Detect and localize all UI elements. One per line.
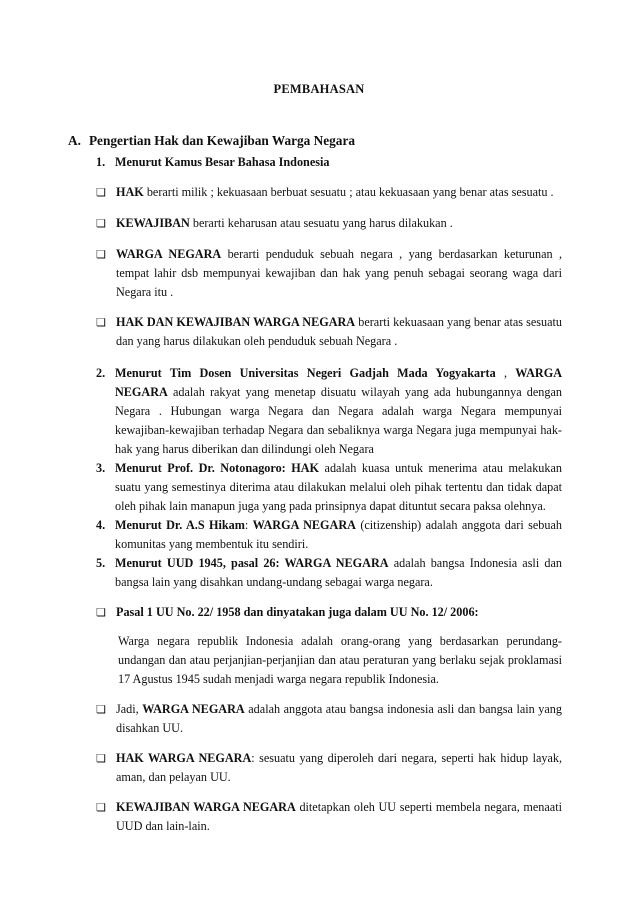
paragraph-pasal: Warga negara republik Indonesia adalah orang-orang yang berdasarkan perundang-undangan dan atau perjanjian-perjanjian dan atau peraturan yang berlaku sejak proklamasi 17 Agustus 1945 sudah menjadi warga negara republik Indonesia. — [118, 634, 562, 686]
checkbox-bullet-icon: ❏ — [96, 249, 106, 261]
bullet-hak-dan-kewajiban: ❏ HAK DAN KEWAJIBAN WARGA NEGARA berarti kekuasaan yang benar atas sesuatu dan yang harus dilakukan oleh penduduk sebuah Negara . — [96, 313, 562, 351]
bullet-kewajiban: ❏ KEWAJIBAN berarti keharusan atau sesuatu yang harus dilakukan . — [96, 214, 562, 234]
bullet-kewajiban-warga-negara: ❏ KEWAJIBAN WARGA NEGARA ditetapkan oleh UU seperti membela negara, menaati UUD dan lain-lain. — [96, 798, 562, 836]
checkbox-bullet-icon: ❏ — [96, 317, 106, 329]
section-title: Pengertian Hak dan Kewajiban Warga Negara — [88, 133, 355, 148]
section-heading — [68, 131, 562, 150]
checkbox-bullet-icon: ❏ — [96, 704, 106, 716]
checkbox-bullet-icon: ❏ — [96, 607, 106, 619]
bullet-warga-negara: ❏ WARGA NEGARA berarti penduduk sebuah negara , yang berdasarkan keturunan , tempat lahir dsb mempunyai kewajiban dan hak yang penuh sebagai seorang waga dari Negara itu . — [96, 245, 562, 302]
checkbox-bullet-icon: ❏ — [96, 218, 106, 230]
checkbox-bullet-icon: ❏ — [96, 753, 106, 765]
checkbox-bullet-icon: ❏ — [96, 802, 106, 814]
bullet-hak-warga-negara: ❏ HAK WARGA NEGARA: sesuatu yang diperoleh dari negara, seperti hak hidup layak, aman, dan pelayan UU. — [96, 749, 562, 787]
numbered-item-3: 3. Menurut Prof. Dr. Notonagoro: HAK adalah kuasa untuk menerima atau melakukan suatu yang semestinya diterima atau dilakukan melalui oleh pihak tertentu dan tidak dapat oleh pihak lain manapun juga yang pada prinsipnya dapat dituntut secara paksa olehnya. — [96, 461, 562, 513]
numbered-item-4: 4. Menurut Dr. A.S Hikam: WARGA NEGARA (citizenship) adalah anggota dari sebuah komunitas yang membentuk itu sendiri. — [96, 518, 562, 551]
section-letter: A. — [68, 133, 81, 148]
numbered-item-1: 1. Menurut Kamus Besar Bahasa Indonesia — [96, 155, 330, 169]
bullet-jadi: ❏ Jadi, WARGA NEGARA adalah anggota atau bangsa indonesia asli dan bangsa lain yang disahkan UU. — [96, 700, 562, 738]
numbered-item-2: 2. Menurut Tim Dosen Universitas Negeri Gadjah Mada Yogyakarta , WARGA NEGARA adalah rakyat yang menetap disuatu wilayah yang ada hubungannya dengan Negara . Hubungan warga Negara dan Negara adalah warga Negara mempunyai kewajiban-kewajiban terhadap Negara dan sebaliknya warga Negara juga mempunyai hak-hak yang harus diberikan dan dilindungi oleh Negara — [96, 366, 563, 456]
bullet-pasal-1: ❏ Pasal 1 UU No. 22/ 1958 dan dinyatakan juga dalam UU No. 12/ 2006: — [96, 603, 562, 623]
checkbox-bullet-icon: ❏ — [96, 187, 106, 199]
bullet-hak: ❏ HAK berarti milik ; kekuasaan berbuat sesuatu ; atau kekuasaan yang benar atas sesuatu . — [96, 183, 562, 203]
document-body — [68, 131, 562, 836]
numbered-item-5: 5. Menurut UUD 1945, pasal 26: WARGA NEGARA adalah bangsa Indonesia asli dan bangsa lain yang disahkan undang-undang sebagai warga negara. — [96, 556, 562, 589]
page-title: PEMBAHASAN — [273, 82, 365, 96]
